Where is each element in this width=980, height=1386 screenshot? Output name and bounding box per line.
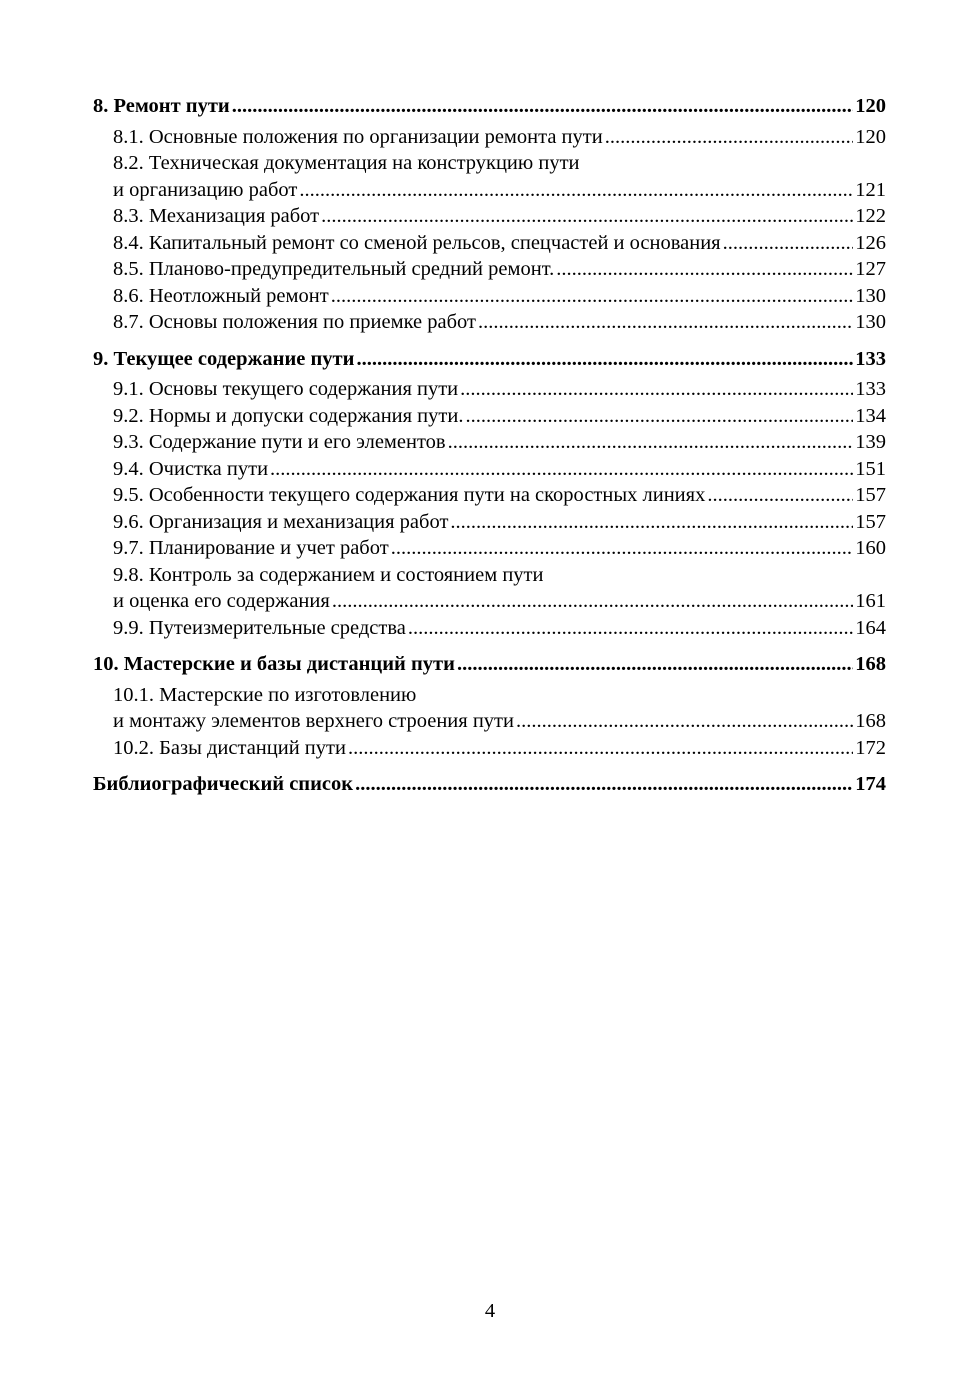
dot-leader — [723, 230, 854, 257]
dot-leader — [232, 93, 854, 120]
toc-chapter-8 — [93, 93, 886, 120]
dot-leader — [356, 346, 853, 373]
toc-entry-page: 133 — [855, 347, 886, 370]
toc-entry-page: 139 — [855, 431, 886, 453]
toc-entry-title: 9.5. Особенности текущего содержания пути на скоростных линиях — [113, 484, 706, 506]
dot-leader — [348, 735, 853, 762]
toc-entry-title: 9.4. Очистка пути — [113, 457, 269, 480]
toc-item-9-4 — [93, 456, 886, 483]
toc-entry-title: 9.9. Путеизмерительные средства — [113, 616, 406, 639]
toc-entry-title: Библиографический список — [93, 773, 354, 795]
toc-entry-title: 10.2. Базы дистанций пути — [113, 736, 346, 759]
toc-item-8-7 — [93, 309, 886, 336]
dot-leader — [707, 482, 853, 509]
toc-item-10-2 — [93, 735, 886, 762]
toc-item-8-2-line2 — [93, 177, 886, 204]
toc-entry-title: 9.2. Нормы и допуски содержания пути. — [113, 404, 464, 427]
toc-entry-title: 9.3. Содержание пути и его элементов — [113, 431, 446, 453]
toc-item-8-1 — [93, 124, 886, 151]
toc-item-9-1 — [93, 376, 886, 403]
toc-entry-page: 151 — [855, 457, 886, 480]
toc-entry-page: 168 — [855, 653, 886, 675]
toc-entry-page: 157 — [855, 484, 886, 506]
toc-entry-page: 161 — [855, 590, 886, 612]
dot-leader — [516, 708, 853, 735]
dot-leader — [465, 403, 853, 430]
toc-entry-page: 126 — [855, 231, 886, 254]
toc-entry-page: 130 — [855, 284, 886, 307]
toc-item-8-6 — [93, 283, 886, 310]
dot-leader — [299, 177, 853, 204]
dot-leader — [332, 588, 853, 615]
toc-entry-page: 168 — [855, 710, 886, 732]
dot-leader — [457, 651, 853, 678]
toc-entry-page: 122 — [855, 205, 886, 227]
toc-entry-page: 121 — [855, 178, 886, 201]
toc-entry-title: 8.3. Механизация работ — [113, 205, 320, 227]
toc-item-9-8-line1 — [93, 562, 886, 589]
toc-entry-page: 172 — [855, 736, 886, 759]
toc-item-9-6 — [93, 509, 886, 536]
toc-entry-page: 120 — [855, 95, 886, 117]
toc-entry-title: 10. Мастерские и базы дистанций пути — [93, 653, 455, 675]
toc-entry-page: 164 — [855, 616, 886, 639]
dot-leader — [391, 535, 854, 562]
toc-item-9-7 — [93, 535, 886, 562]
dot-leader — [478, 309, 853, 336]
table-of-contents — [93, 93, 886, 798]
toc-item-10-1-line1 — [93, 682, 886, 709]
toc-item-10-1-line2 — [93, 708, 886, 735]
toc-entry-title: 8.5. Планово-предупредительный средний ремонт. — [113, 258, 555, 280]
toc-entry-title: 9.1. Основы текущего содержания пути — [113, 378, 459, 400]
toc-entry-title: 8.4. Капитальный ремонт со сменой рельсов, спецчастей и основания — [113, 231, 721, 254]
toc-entry-page: 130 — [855, 311, 886, 333]
toc-entry-page: 174 — [855, 773, 886, 795]
toc-bibliography — [93, 771, 886, 798]
toc-entry-title: 9.8. Контроль за содержанием и состоянием пути — [113, 563, 544, 586]
toc-entry-page: 157 — [855, 510, 886, 533]
toc-item-9-3 — [93, 429, 886, 456]
toc-chapter-10 — [93, 651, 886, 678]
toc-entry-title-continued: и организацию работ — [113, 178, 298, 201]
dot-leader — [331, 283, 854, 310]
toc-entry-title: 8.2. Техническая документация на конструкцию пути — [113, 152, 580, 174]
dot-leader — [448, 429, 854, 456]
toc-entry-title: 8. Ремонт пути — [93, 95, 230, 117]
toc-entry-title: 10.1. Мастерские по изготовлению — [113, 683, 417, 706]
toc-item-8-3 — [93, 203, 886, 230]
toc-entry-page: 127 — [855, 258, 886, 280]
toc-entry-page: 160 — [855, 537, 886, 559]
dot-leader — [355, 771, 853, 798]
dot-leader — [270, 456, 853, 483]
toc-item-9-5 — [93, 482, 886, 509]
toc-item-8-2-line1 — [93, 150, 886, 177]
toc-entry-title: 8.1. Основные положения по организации ремонта пути — [113, 125, 603, 148]
toc-entry-title: 8.6. Неотложный ремонт — [113, 284, 329, 307]
toc-item-9-8-line2 — [93, 588, 886, 615]
toc-entry-title: 8.7. Основы положения по приемке работ — [113, 311, 476, 333]
toc-entry-page: 133 — [855, 378, 886, 400]
dot-leader — [556, 256, 853, 283]
dot-leader — [605, 124, 854, 151]
toc-entry-title: 9.6. Организация и механизация работ — [113, 510, 449, 533]
toc-chapter-9 — [93, 346, 886, 373]
toc-item-9-2 — [93, 403, 886, 430]
dot-leader — [450, 509, 853, 536]
dot-leader — [321, 203, 853, 230]
toc-item-8-5 — [93, 256, 886, 283]
toc-item-9-9 — [93, 615, 886, 642]
page-number: 4 — [484, 1300, 496, 1322]
dot-leader — [460, 376, 853, 403]
toc-entry-page: 120 — [855, 125, 886, 148]
toc-item-8-4 — [93, 230, 886, 257]
dot-leader — [408, 615, 853, 642]
toc-entry-title-continued: и монтажу элементов верхнего строения пути — [113, 710, 514, 732]
toc-entry-title: 9.7. Планирование и учет работ — [113, 537, 389, 559]
toc-entry-title-continued: и оценка его содержания — [113, 590, 330, 612]
toc-entry-title: 9. Текущее содержание пути — [93, 347, 355, 370]
toc-entry-page: 134 — [855, 404, 886, 427]
